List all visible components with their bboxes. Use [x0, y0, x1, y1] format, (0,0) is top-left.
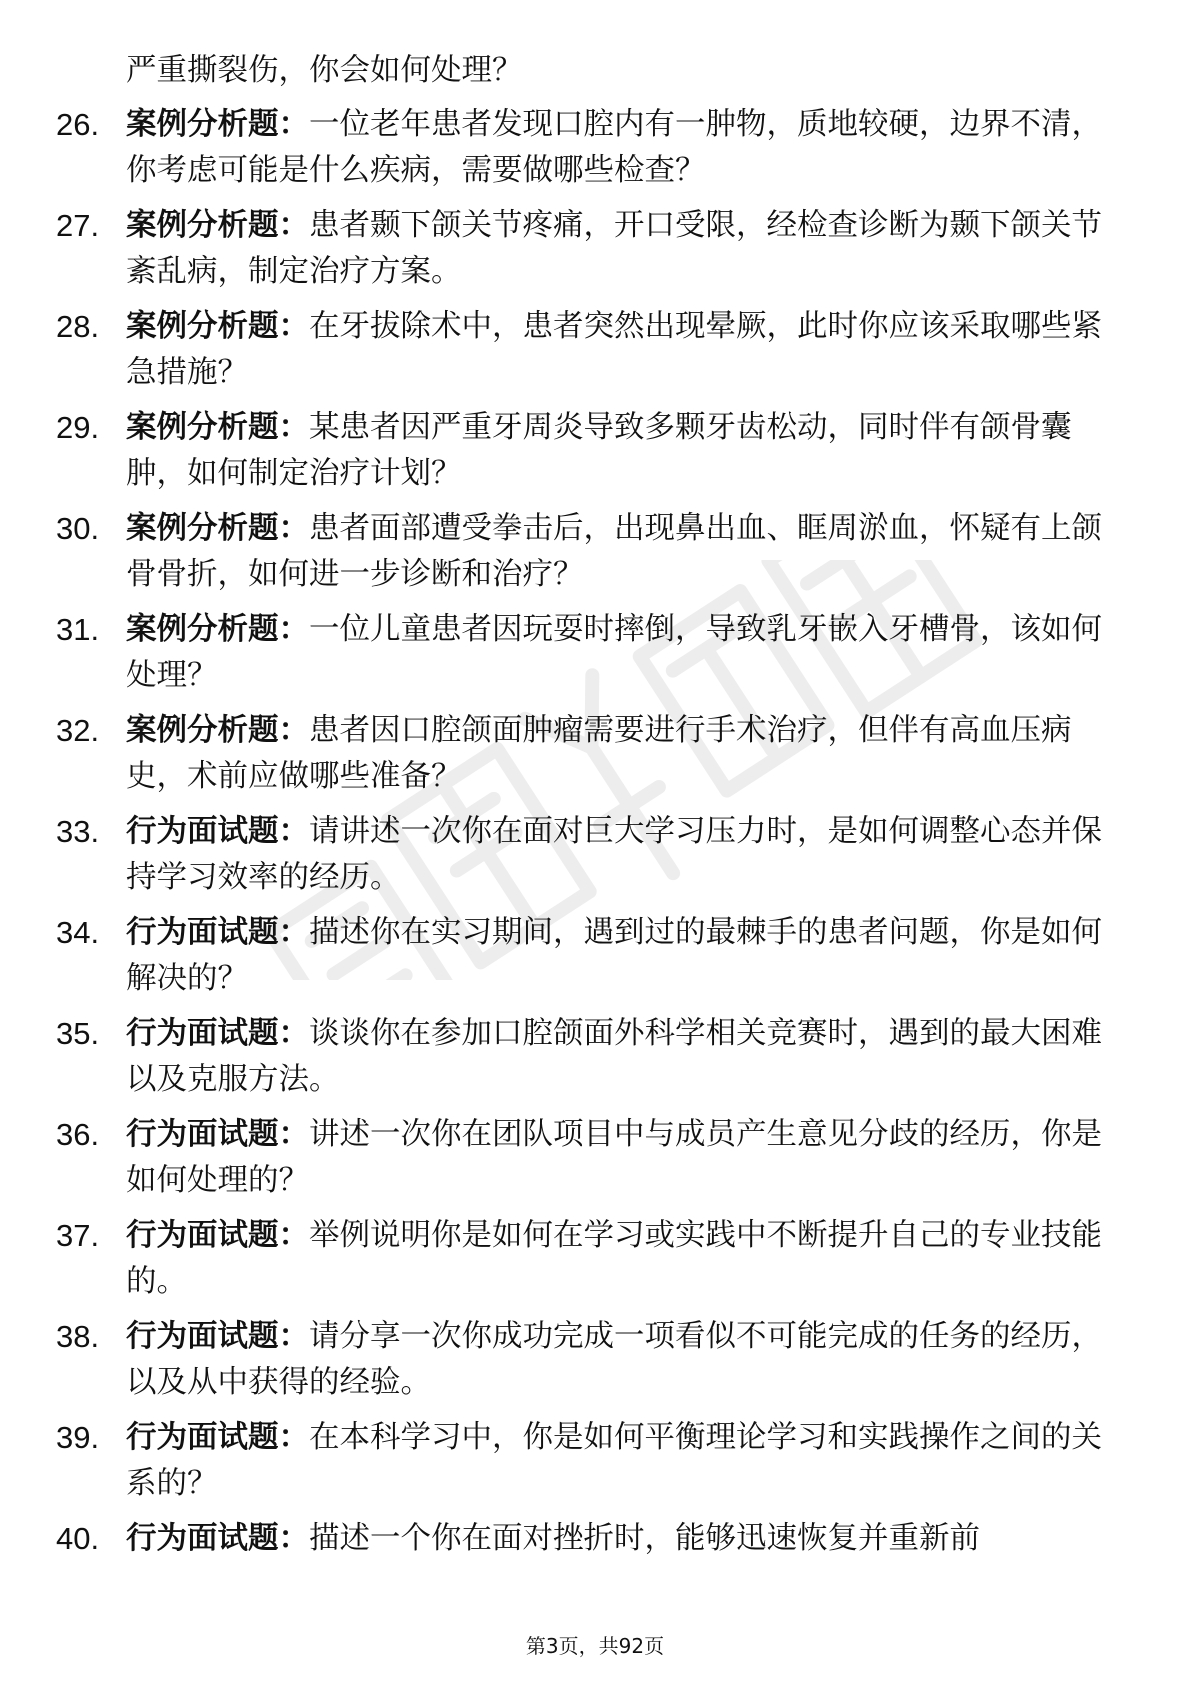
question-category: 案例分析题： — [126, 713, 309, 748]
question-category: 案例分析题： — [126, 208, 309, 243]
question-number: 40. — [56, 1521, 100, 1556]
question-text: 一位儿童患者因玩耍时摔倒，导致乳牙嵌入牙槽骨，该如何处理？ — [126, 612, 1102, 693]
question-category: 案例分析题： — [126, 511, 309, 546]
question-number: 28. — [56, 309, 100, 344]
question-body — [126, 1314, 1116, 1406]
question-text: 在本科学习中，你是如何平衡理论学习和实践操作之间的关系的？ — [126, 1420, 1102, 1501]
question-number: 37. — [56, 1218, 100, 1253]
question-text: 某患者因严重牙周炎导致多颗牙齿松动，同时伴有颌骨囊肿，如何制定治疗计划？ — [126, 410, 1072, 491]
question-item — [0, 1011, 1190, 1112]
question-item — [0, 809, 1190, 910]
question-number: 39. — [56, 1420, 100, 1455]
question-text: 谈谈你在参加口腔颌面外科学相关竞赛时，遇到的最大困难以及克服方法。 — [126, 1016, 1102, 1097]
question-item — [0, 607, 1190, 708]
question-text: 请讲述一次你在面对巨大学习压力时，是如何调整心态并保持学习效率的经历。 — [126, 814, 1102, 895]
continuation-text: 严重撕裂伤，你会如何处理？ — [126, 53, 523, 88]
question-body — [126, 304, 1116, 396]
question-category: 行为面试题： — [126, 1016, 309, 1051]
question-category: 行为面试题： — [126, 915, 309, 950]
question-body — [126, 102, 1116, 194]
question-body — [126, 203, 1116, 295]
question-item — [0, 708, 1190, 809]
question-text: 描述一个你在面对挫折时，能够迅速恢复并重新前 — [309, 1521, 980, 1556]
question-body — [126, 809, 1116, 901]
question-category: 行为面试题： — [126, 814, 309, 849]
question-item — [0, 304, 1190, 405]
question-category: 行为面试题： — [126, 1521, 309, 1556]
question-text: 请分享一次你成功完成一项看似不可能完成的任务的经历，以及从中获得的经验。 — [126, 1319, 1102, 1400]
question-text: 举例说明你是如何在学习或实践中不断提升自己的专业技能的。 — [126, 1218, 1102, 1299]
question-category: 行为面试题： — [126, 1319, 309, 1354]
question-body — [126, 506, 1116, 598]
question-list — [0, 102, 1190, 1617]
question-item — [0, 1516, 1190, 1617]
question-category: 案例分析题： — [126, 107, 309, 142]
question-text: 在牙拔除术中，患者突然出现晕厥，此时你应该采取哪些紧急措施？ — [126, 309, 1102, 390]
question-body — [126, 1516, 1116, 1562]
question-number: 38. — [56, 1319, 100, 1354]
question-number: 30. — [56, 511, 100, 546]
question-number: 36. — [56, 1117, 100, 1152]
question-text: 患者面部遭受拳击后，出现鼻出血、眶周淤血，怀疑有上颌骨骨折，如何进一步诊断和治疗？ — [126, 511, 1102, 592]
question-text: 患者颞下颌关节疼痛，开口受限，经检查诊断为颞下颌关节紊乱病，制定治疗方案。 — [126, 208, 1102, 289]
question-body — [126, 607, 1116, 699]
question-number: 34. — [56, 915, 100, 950]
question-item — [0, 102, 1190, 203]
question-number: 35. — [56, 1016, 100, 1051]
question-category: 行为面试题： — [126, 1420, 309, 1455]
question-item — [0, 506, 1190, 607]
question-item — [0, 405, 1190, 506]
question-body — [126, 1415, 1116, 1507]
question-number: 33. — [56, 814, 100, 849]
question-text: 讲述一次你在团队项目中与成员产生意见分歧的经历，你是如何处理的？ — [126, 1117, 1102, 1198]
question-category: 案例分析题： — [126, 309, 309, 344]
question-item — [0, 1415, 1190, 1516]
question-body — [126, 1213, 1116, 1305]
question-item — [0, 1112, 1190, 1213]
question-number: 31. — [56, 612, 100, 647]
question-number: 27. — [56, 208, 100, 243]
question-category: 行为面试题： — [126, 1117, 309, 1152]
question-text: 描述你在实习期间，遇到过的最棘手的患者问题，你是如何解决的？ — [126, 915, 1102, 996]
question-category: 案例分析题： — [126, 612, 309, 647]
question-category: 案例分析题： — [126, 410, 309, 445]
question-item — [0, 1213, 1190, 1314]
question-body — [126, 1011, 1116, 1103]
question-item — [0, 203, 1190, 304]
question-number: 29. — [56, 410, 100, 445]
question-item — [0, 910, 1190, 1011]
question-item — [0, 1314, 1190, 1415]
question-number: 26. — [56, 107, 100, 142]
question-text: 患者因口腔颌面肿瘤需要进行手术治疗，但伴有高血压病史，术前应做哪些准备？ — [126, 713, 1072, 794]
question-body — [126, 708, 1116, 800]
question-number: 32. — [56, 713, 100, 748]
question-body — [126, 405, 1116, 497]
page-footer: 第3页，共92页 — [525, 1634, 665, 1658]
question-category: 行为面试题： — [126, 1218, 309, 1253]
question-body — [126, 910, 1116, 1002]
question-text: 一位老年患者发现口腔内有一肿物，质地较硬，边界不清，你考虑可能是什么疾病，需要做哪些检查？ — [126, 107, 1102, 188]
question-body — [126, 1112, 1116, 1204]
